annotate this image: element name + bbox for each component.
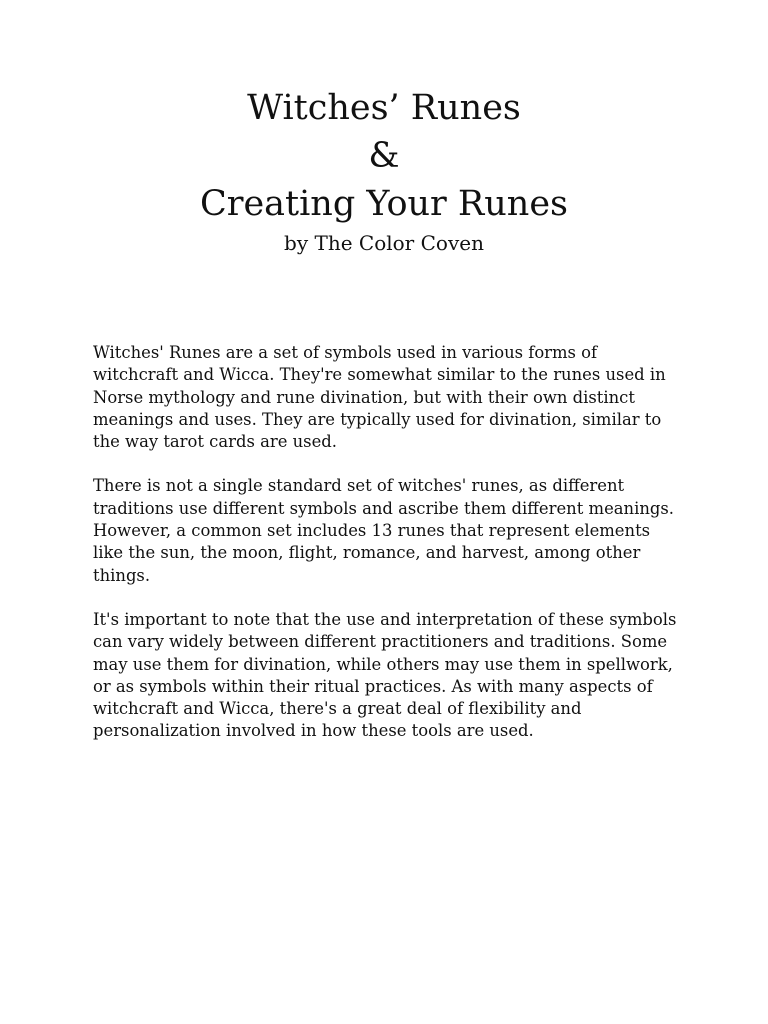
paragraph-1: Witches' Runes are a set of symbols used in various forms of witchcraft and Wicca. They're somewhat similar to the runes used in Norse mythology and rune divination, but with their own distinct meanings and uses. They are typically used for divination, similar to the way tarot cards are used.: [93, 343, 666, 452]
title-ampersand: &: [368, 136, 400, 176]
title-block: [0, 84, 768, 258]
byline: by The Color Coven: [284, 231, 484, 255]
title-line-3: Creating Your Runes: [199, 184, 569, 224]
paragraph-3: It's important to note that the use and interpretation of these symbols can vary widely between different practitioners and traditions. Some may use them for divination, while others may use them in spellwork, or as symbols within their ritual practices. As with many aspects of witchcraft and Wicca, there's a great deal of flexibility and personalization involved in how these tools are used.: [93, 609, 677, 741]
title-line-1: Witches’ Runes: [247, 88, 521, 128]
paragraph-2: There is not a single standard set of witches' runes, as different traditions use different symbols and ascribe them different meanings. However, a common set includes 13 runes that represent elements like the sun, the moon, flight, romance, and harvest, among other things.: [93, 476, 675, 585]
body-text: [93, 342, 683, 765]
